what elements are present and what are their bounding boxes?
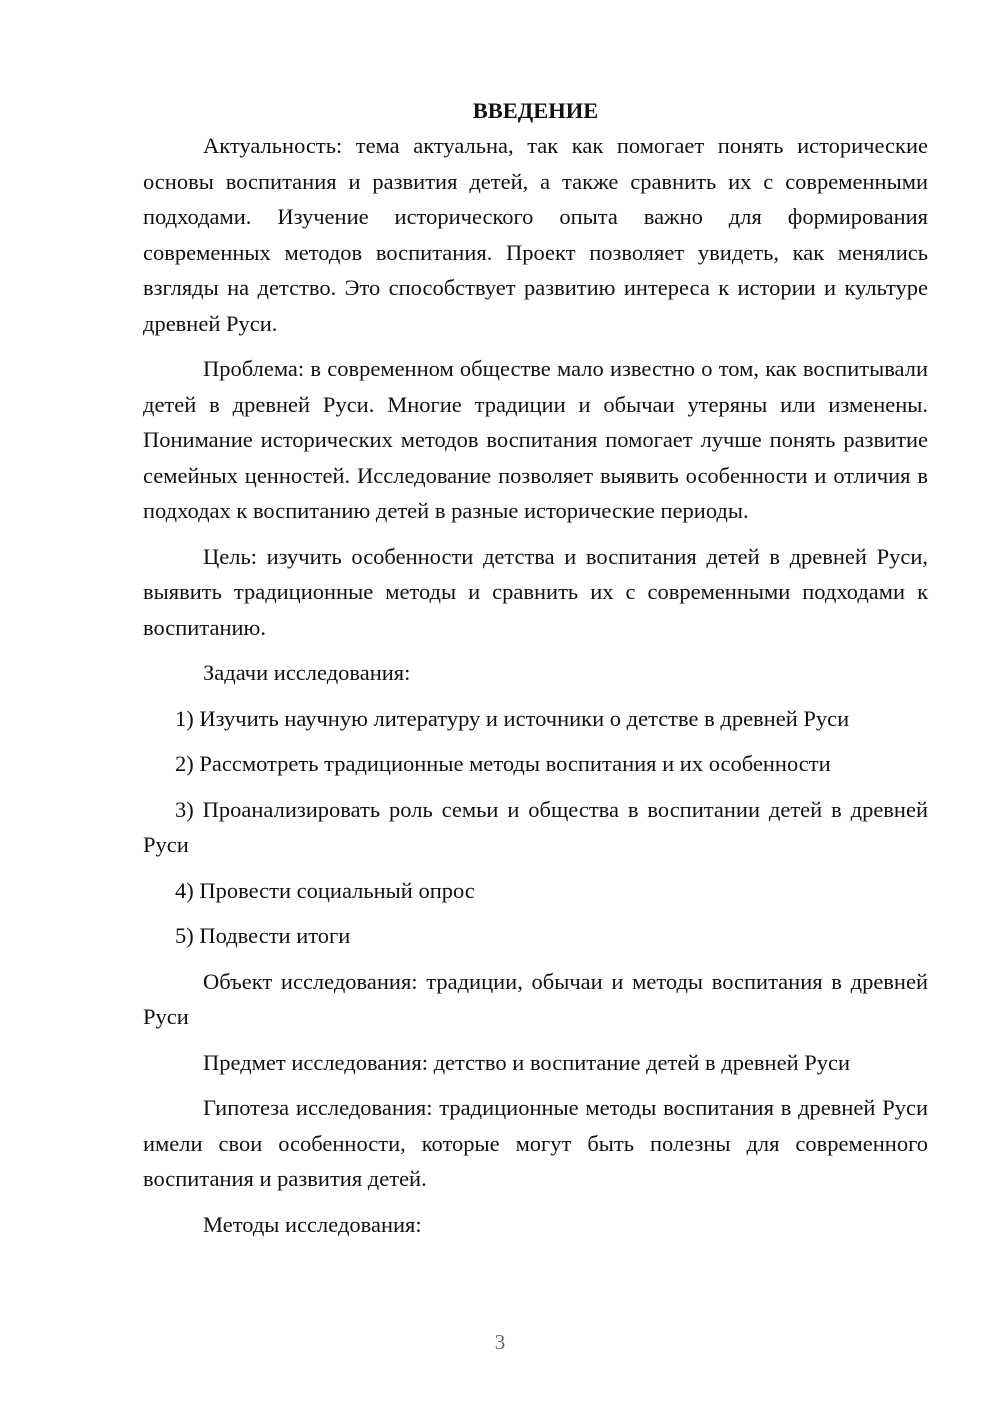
problem-paragraph: Проблема: в современном обществе мало известно о том, как воспитывали детей в древней Руси. Многие традиции и обычаи утеряны или изменены. Понимание исторических методов воспитания помогает лучше понять развитие семейных ценностей. Исследование позволяет выявить особенности и отличия в подходах к воспитанию детей в разные исторические периоды.	[143, 356, 928, 523]
task-item: 2) Рассмотреть традиционные методы воспитания и их особенности	[175, 751, 831, 776]
object-paragraph: Объект исследования: традиции, обычаи и методы воспитания в древней Руси	[143, 968, 928, 1029]
relevance-paragraph: Актуальность: тема актуальна, так как помогает понять исторические основы воспитания и развития детей, а также сравнить их с современными подходами. Изучение исторического опыта важно для формирования современных методов воспитания. Проект позволяет увидеть, как менялись взгляды на детство. Это способствует развитию интереса к истории и культуре древней Руси.	[143, 133, 928, 336]
tasks-title: Задачи исследования:	[203, 660, 411, 685]
goal-paragraph: Цель: изучить особенности детства и воспитания детей в древней Руси, выявить традиционные методы и сравнить их с современными подходами к воспитанию.	[143, 543, 928, 640]
task-item: 5) Подвести итоги	[175, 923, 351, 948]
hypothesis-paragraph: Гипотеза исследования: традиционные методы воспитания в древней Руси имели свои особенности, которые могут быть полезны для современного воспитания и развития детей.	[143, 1095, 928, 1191]
task-item: 3) Проанализировать роль семьи и общества в воспитании детей в древней Руси	[143, 796, 928, 857]
methods-title: Методы исследования:	[203, 1211, 422, 1237]
task-item: 1) Изучить научную литературу и источники о детстве в древней Руси	[175, 705, 850, 731]
subject-paragraph: Предмет исследования: детство и воспитание детей в древней Руси	[203, 1049, 851, 1075]
page-number: 3	[494, 1330, 506, 1354]
section-heading: ВВЕДЕНИЕ	[472, 98, 599, 123]
task-item: 4) Провести социальный опрос	[175, 877, 475, 903]
page-content	[143, 93, 928, 1252]
